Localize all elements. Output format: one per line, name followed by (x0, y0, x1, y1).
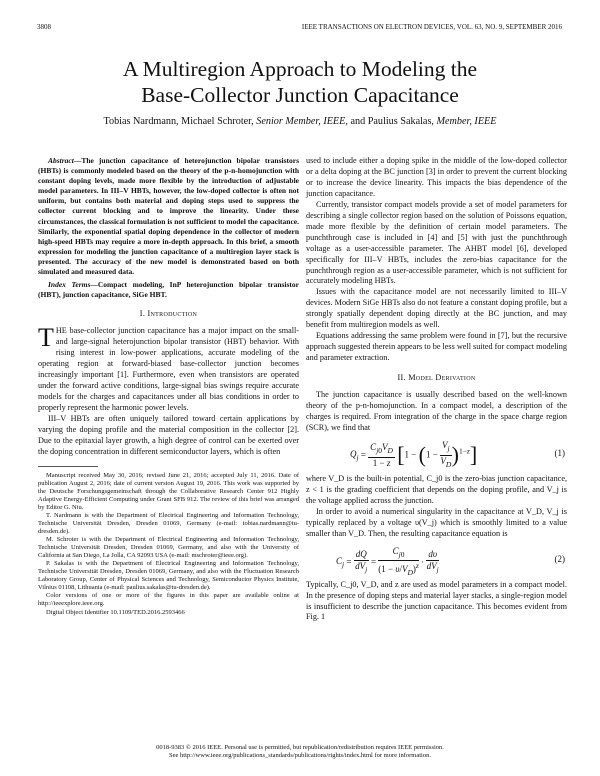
page-number: 3808 (37, 23, 51, 31)
right-paragraph-g: In order to avoid a numerical singularity in the capacitance at V_D, V_j is typically replaced by a voltage υ(V_j) which is smoothly limited to a value smaller than V_D. Then, the resulting capacitance equation is (306, 506, 567, 538)
intro-paragraph-2: III–V HBTs are often uniquely tailored toward certain applications by varying the doping profile and the material composition in the collector [2]. Due to the epitaxial layer growth, a high degree of control can be exerted over the doping concentration in different semiconductor layers, which is often (38, 413, 299, 456)
equation-2 (306, 542, 567, 578)
abstract (38, 156, 299, 277)
footnote-sakalas: P. Sakalas is with the Department of Electrical Engineering and Information Technology, Technische Universität Dresden, Dresden 01069, Germany, and also with the Fluctuation Research Laboratory Group, Center of Physical Sciences and Technology, Semiconductor Physics Institute, Vilnius 01108, Lithuania (e-mail: paulius.sakalas@tu-dresden.de). (38, 560, 299, 592)
abstract-label: Abstract— (48, 156, 82, 165)
right-paragraph-h: Typically, C_j0, V_D, and z are used as model parameters in a compact model. In the presence of doping steps and material layer stacks, a single-region model is insufficient to describe the junction capacitance. This becomes evident from Fig. 1 (306, 579, 567, 622)
equation-2-body: $C_j$ = $\frac{dQ}{dV_j}$ = $\frac{C_{j0}}{(1 - \upsilon/V_D)^z}$ · $\frac{d\upsilon}{dV_j}$ (336, 545, 439, 578)
section-heading-model-derivation: II. Model Derivation (397, 373, 476, 383)
journal-reference: IEEE TRANSACTIONS ON ELECTRON DEVICES, VOL. 63, NO. 9, SEPTEMBER 2016 (301, 23, 562, 31)
author-role-a: Senior Member, IEEE, (256, 116, 348, 127)
right-paragraph-d: Equations addressing the same problem were found in [7], but the recursive approach suggested therein appears to be less well suited for compact modeling and parameter extraction. (306, 331, 567, 363)
intro-paragraph-1-text: HE base-collector junction capacitance has a major impact on the small- and large-signal heterojunction bipolar transistor (HBT) behavior. With rising interest in low-power applications, accurate modeling of the operating region at forward-biased base-collector junction becomes increasingly important [1]. Furthermore, even when transistors are operated under the forward active conditions, large-signal bias swings require accurate models for the charges and capacitances under all bias conditions in order to properly represent the harmonic power levels. (38, 326, 299, 412)
section-heading-introduction: I. Introduction (139, 309, 198, 319)
footnotes (38, 472, 299, 617)
footnote-separator (38, 466, 98, 467)
footnote-color: Color versions of one or more of the figures in this paper are available online at http://ieeexplore.ieee.org. (38, 592, 299, 608)
drop-cap: T (38, 323, 54, 353)
index-terms (38, 280, 299, 300)
author-names-b: and Paulius Sakalas, (350, 116, 434, 127)
right-paragraph-a: used to include either a doping spike in the middle of the low-doped collector or a delta doping at the BC junction [3] in order to prevent the current blocking or to increase the device linearity. This impacts the bias dependence of the junction capacitance. (306, 156, 567, 198)
equation-1-number: (1) (554, 447, 565, 458)
rights-link-line: See http://www.ieee.org/publications_standards/publications/rights/index.html for more information. (169, 752, 431, 759)
footnote-nardmann: T. Nardmann is with the Department of Electrical Engineering and Information Technology, Technische Universität Dresden, Dresden 01069, Germany (e-mail: tobias.nardmann@tu-dresden.de). (38, 511, 299, 536)
equation-1 (306, 436, 567, 472)
footnote-schroter: M. Schroter is with the Department of Electrical Engineering and Information Technology, Technische Universität Dresden, Dresden 01069, Germany, and also with the University of California at San Diego, La Jolla, CA 92093 USA (e-mail: mschroter@ieee.org). (38, 536, 299, 560)
author-role-b: Member, IEEE (436, 116, 497, 127)
intro-paragraph-1 (38, 323, 299, 414)
right-paragraph-b: Currently, transistor compact models provide a set of model parameters for describing a single collector region based on the solution of Poissons equation, made more flexible by the definition of certain model parameters. The punchthrough case is included in [4] and [5] with just the punchthrough voltage as a user-accessible parameter. The AHBT model [6], developed specifically for III–V HBTs, includes the zero-bias capacitance for the punchthrough region as a user-accessible parameter, which is not sufficient for accurately modeling HBTs. (306, 199, 567, 286)
footnote-doi: Digital Object Identifier 10.1109/TED.2016.2593466 (46, 608, 185, 616)
author-names-a: Tobias Nardmann, Michael Schroter, (103, 116, 254, 127)
footnote-manuscript: Manuscript received May 30, 2016; revised June 21, 2016; accepted July 11, 2016. Date of publication August 2, 2016; date of current version August 19, 2016. This work was supported by the Deutsche Forschungsgemeinschaft through the Collaborative Research Center 912 Highly Adaptive Energy-Efficient Computing under Grant SFB 912. The review of this brief was arranged by Editor G. Niu. (38, 471, 299, 511)
title-line-2: Base-Collector Junction Capacitance (141, 83, 459, 107)
author-line (30, 116, 570, 128)
index-terms-label: Index Terms— (48, 280, 98, 290)
abstract-text: The junction capacitance of heterojunction bipolar transistors (HBTs) is commonly modeled based on the theory of the p-n-homojunction with constant doping levels, made more flexible by the introduction of adjustable model parameters. In III–V HBTs, however, the low-doped collector is often not uniform, but contains both material and doping steps used to suppress the collector current blocking and to improve the linearity. Under these circumstances, the classical formulation is not sufficient to model the capacitance. Similarly, the exponential spatial doping dependence in the collector of modern high-speed HBTs may require a more in-depth approach. In this brief, a smooth expression for modeling the junction capacitance of a multiregion layer stack is presented. The accuracy of the new model is demonstrated based on both simulated and measured data. (38, 156, 299, 277)
copyright-line: 0018-9383 © 2016 IEEE. Personal use is permitted, but republication/redistribution requires IEEE permission. (156, 744, 444, 751)
right-paragraph-e: The junction capacitance is usually described based on the well-known theory of the p-n-homojunction. In a compact model, a description of the charges is required. From integration of the charge in the space charge region (SCR), we find that (306, 390, 567, 432)
right-column (306, 156, 567, 623)
right-paragraph-f: where V_D is the built-in potential, C_j0 is the zero-bias junction capacitance, z < 1 is the grading coefficient that depends on the doping profile, and V_j is the voltage applied across the junction. (306, 473, 567, 505)
right-paragraph-c: Issues with the capacitance model are not necessarily limited to III–V devices. Modern SiGe HBTs also do not feature a constant doping profile, but a strongly spatially dependent doping directly at the BC junction, and may benefit from multiregion models as well. (306, 287, 567, 330)
paper-title (30, 56, 570, 108)
equation-2-number: (2) (554, 553, 565, 564)
title-line-1: A Multiregion Approach to Modeling the (122, 57, 478, 81)
left-column (38, 156, 299, 617)
equation-1-body: $Q_j$ = $\frac{C_{j0}V_D}{1 - z}$ [1 − (1 − $\frac{V_j}{V_D}$ )$^{1-z}$] (350, 439, 478, 469)
index-terms-text: Compact modeling, InP heterojunction bipolar transistor (HBT), junction capacitance, SiGe HBT. (38, 280, 299, 300)
copyright-footer (0, 744, 600, 760)
